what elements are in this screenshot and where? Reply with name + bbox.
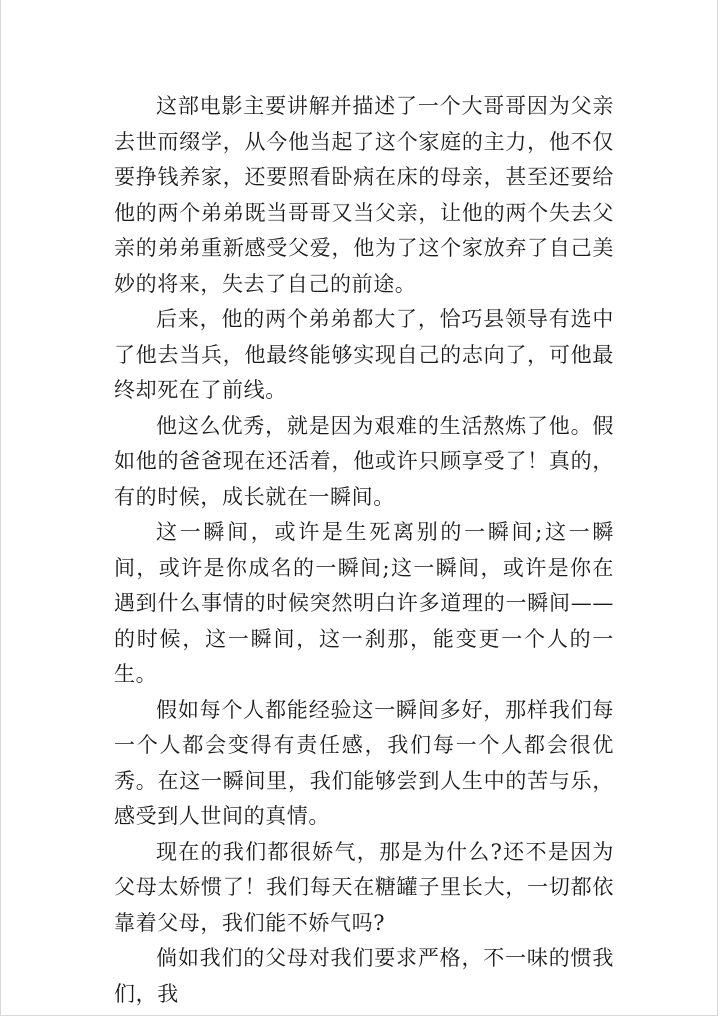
document-body — [114, 89, 614, 1012]
paragraph: 他这么优秀，就是因为艰难的生活熬炼了他。假如他的爸爸现在还活着，他或许只顾享受了！真的，有的时候，成长就在一瞬间。 — [114, 413, 614, 509]
paragraph: 倘如我们的父母对我们要求严格，不一味的惯我们，我 — [114, 946, 614, 1006]
paragraph: 这一瞬间，或许是生死离别的一瞬间;这一瞬间，或许是你成名的一瞬间;这一瞬间，或许是你在遇到什么事情的时候突然明白许多道理的一瞬间——的时候，这一瞬间，这一刹那，能变更一个人的一生。 — [114, 520, 614, 686]
paragraph: 这部电影主要讲解并描述了一个大哥哥因为父亲去世而缀学，从今他当起了这个家庭的主力，他不仅要挣钱养家，还要照看卧病在床的母亲，甚至还要给他的两个弟弟既当哥哥又当父亲，让他的两个失去父亲的弟弟重新感受父爱，他为了这个家放弃了自己美妙的将来，失去了自己的前途。 — [114, 94, 614, 296]
paragraph: 现在的我们都很娇气，那是为什么?还不是因为父母太娇惯了！我们每天在糖罐子里长大，一切都依靠着父母，我们能不娇气吗? — [114, 839, 614, 935]
paragraph: 假如每个人都能经验这一瞬间多好，那样我们每一个人都会变得有责任感，我们每一个人都会很优秀。在这一瞬间里，我们能够尝到人生中的苦与乐，感受到人世间的真情。 — [114, 697, 614, 828]
paragraph: 后来，他的两个弟弟都大了，恰巧县领导有选中了他去当兵，他最终能够实现自己的志向了，可他最终却死在了前线。 — [114, 307, 614, 402]
